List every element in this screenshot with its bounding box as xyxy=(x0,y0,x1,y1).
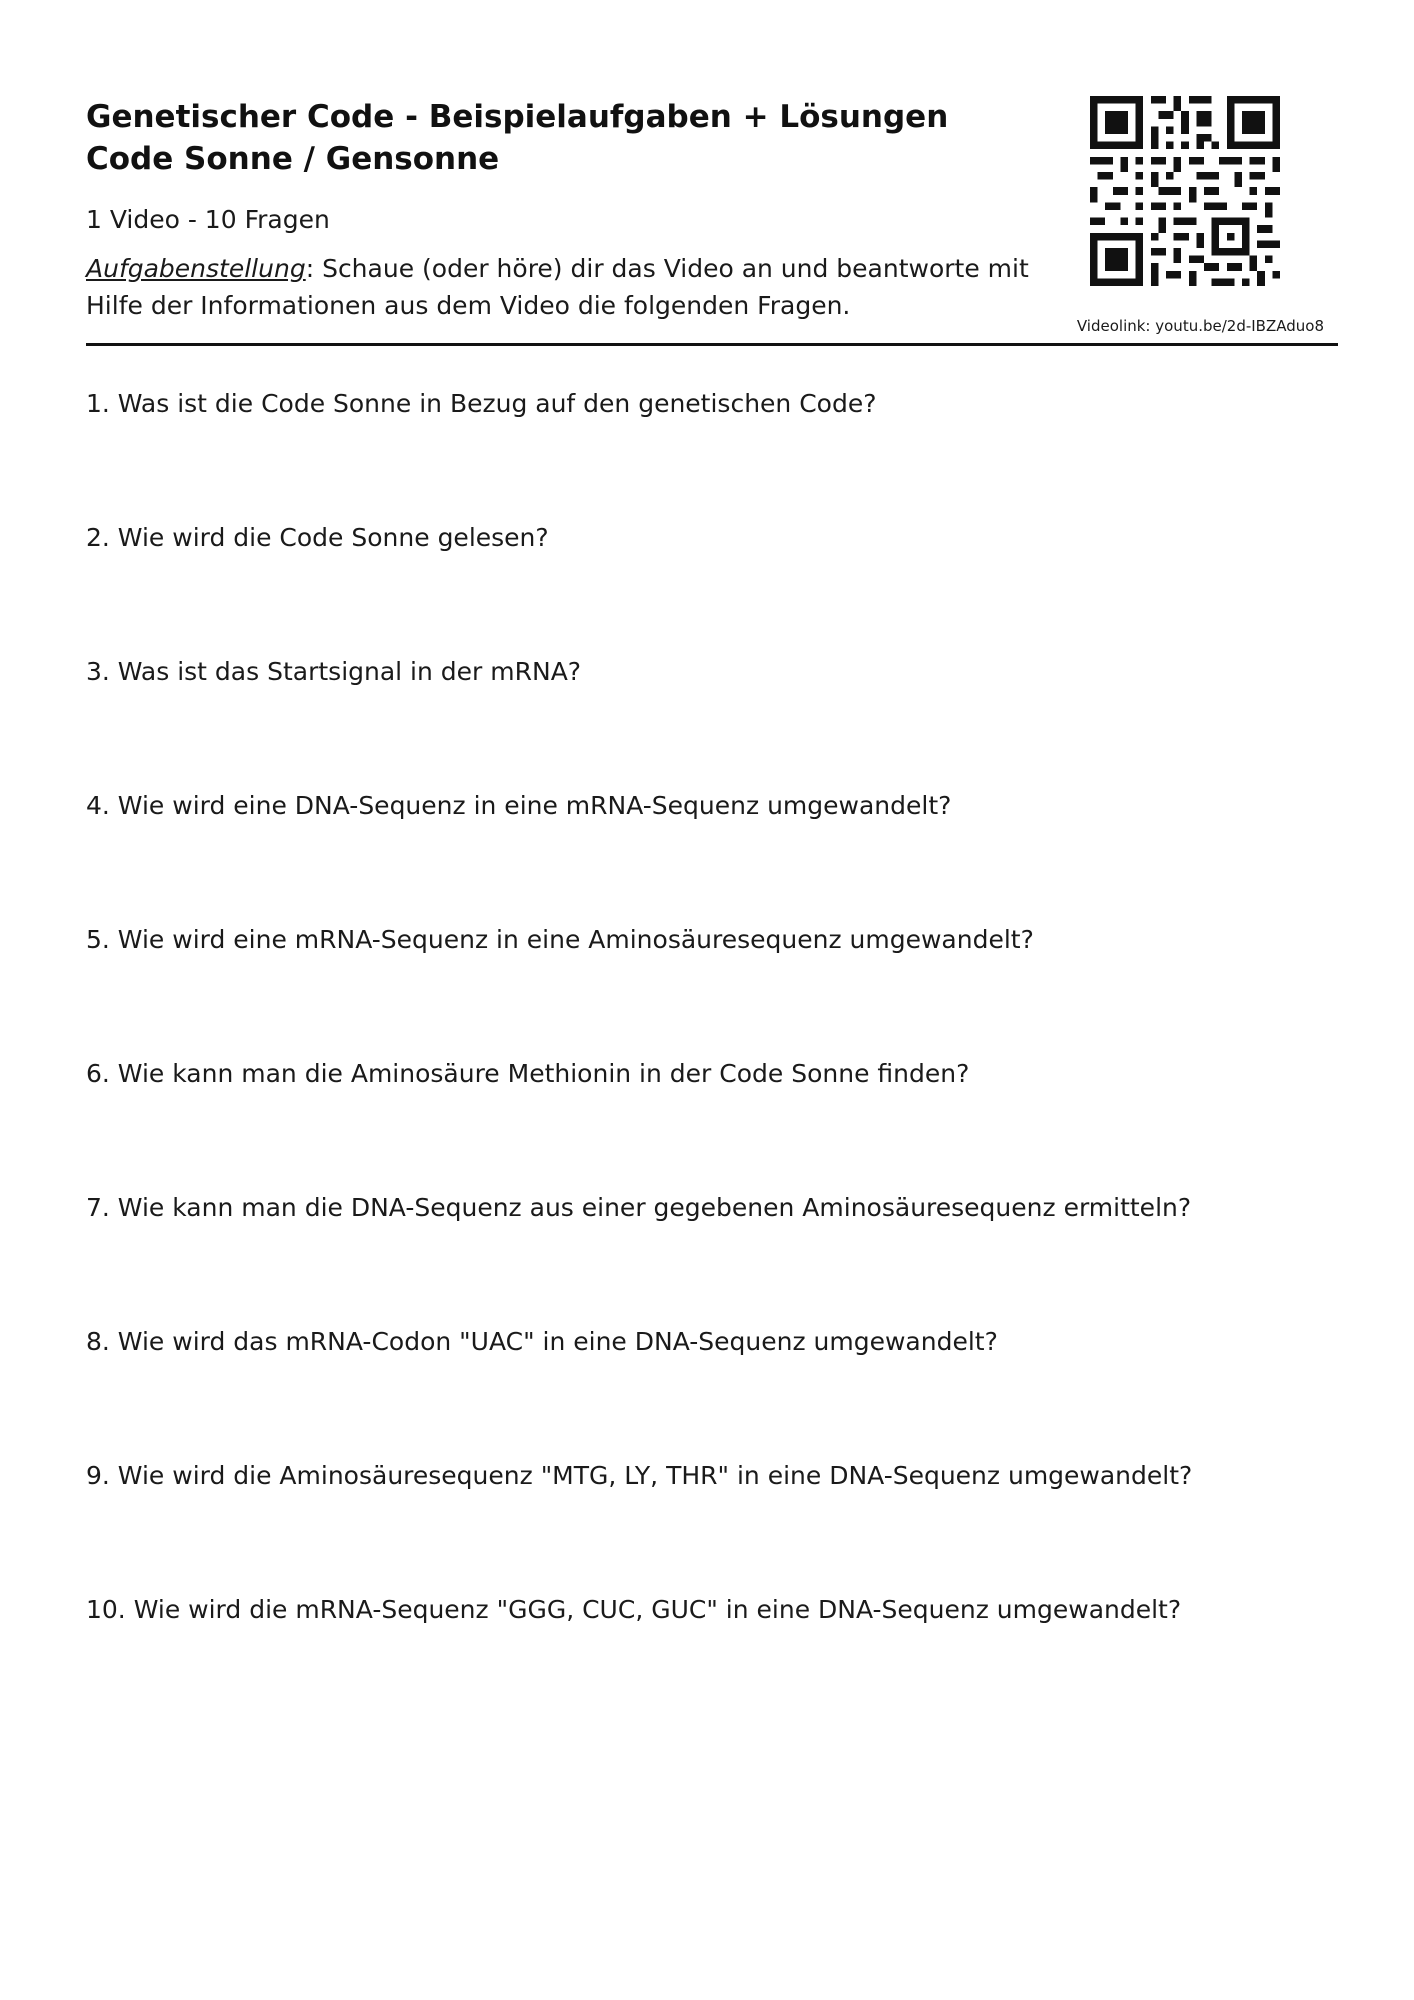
question-item: 2. Wie wird die Code Sonne gelesen? xyxy=(86,523,549,552)
question-item: 10. Wie wird die mRNA-Sequenz "GGG, CUC, GUC" in eine DNA-Sequenz umgewandelt? xyxy=(86,1595,1182,1624)
header-divider xyxy=(86,343,1338,346)
instruction-text: : Schaue (oder höre) dir das Video an und beantworte mit Hilfe der Informationen aus dem Video die folgenden Fragen. xyxy=(86,254,1029,320)
question-item: 6. Wie kann man die Aminosäure Methionin in der Code Sonne finden? xyxy=(86,1059,970,1088)
question-item: 1. Was ist die Code Sonne in Bezug auf den genetischen Code? xyxy=(86,389,877,418)
instruction-label: Aufgabenstellung xyxy=(86,254,306,283)
qr-code-icon[interactable] xyxy=(1090,96,1280,286)
question-item: 4. Wie wird eine DNA-Sequenz in eine mRNA-Sequenz umgewandelt? xyxy=(86,791,952,820)
question-item: 9. Wie wird die Aminosäuresequenz "MTG, LY, THR" in eine DNA-Sequenz umgewandelt? xyxy=(86,1461,1193,1490)
question-item: 7. Wie kann man die DNA-Sequenz aus einer gegebenen Aminosäuresequenz ermitteln? xyxy=(86,1193,1192,1222)
question-list xyxy=(86,386,1336,1726)
question-item: 8. Wie wird das mRNA-Codon "UAC" in eine DNA-Sequenz umgewandelt? xyxy=(86,1327,998,1356)
worksheet-header xyxy=(86,96,1334,346)
worksheet-subtitle: 1 Video - 10 Fragen xyxy=(86,205,330,234)
worksheet-title: Genetischer Code - Beispielaufgaben + Lösungen Code Sonne / Gensonne xyxy=(86,99,949,177)
video-link[interactable]: Videolink: youtu.be/2d-IBZAduo8 xyxy=(1076,317,1324,335)
question-item: 3. Was ist das Startsignal in der mRNA? xyxy=(86,657,582,686)
question-item: 5. Wie wird eine mRNA-Sequenz in eine Aminosäuresequenz umgewandelt? xyxy=(86,925,1034,954)
task-instruction xyxy=(86,250,1046,324)
